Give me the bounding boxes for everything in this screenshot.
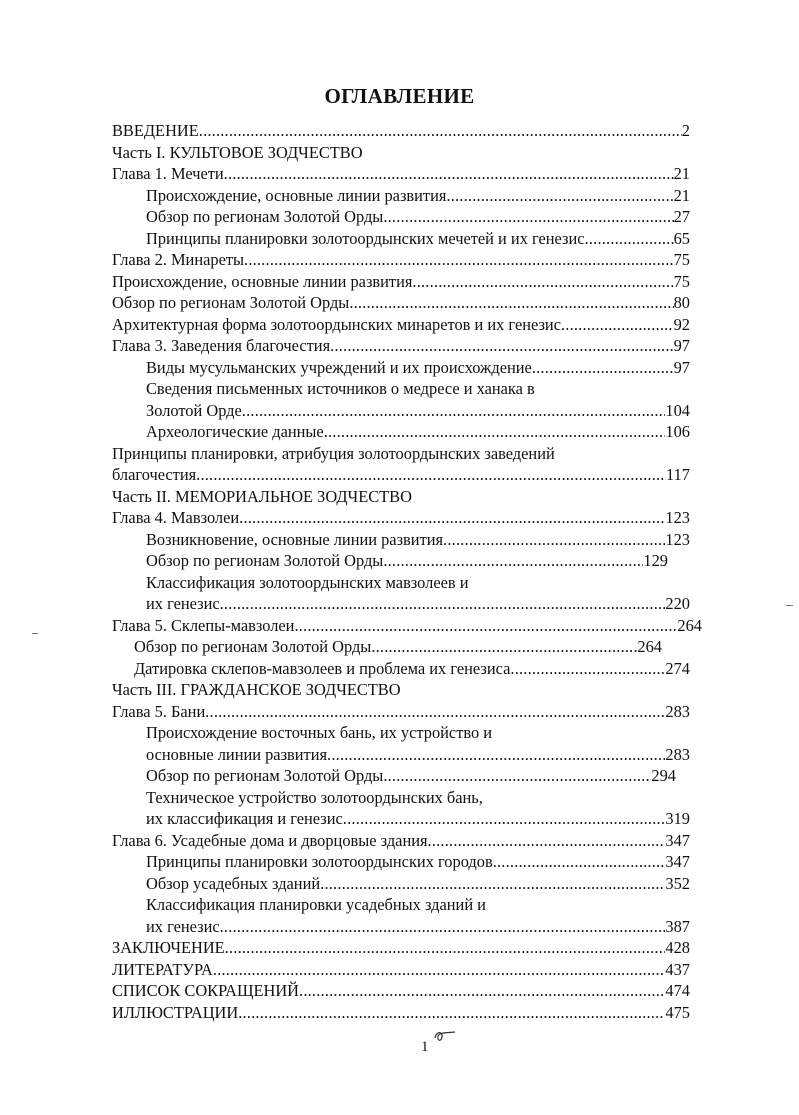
toc-entry-page: 2 xyxy=(681,121,690,140)
toc-entry-page: 437 xyxy=(665,959,690,979)
toc-entry xyxy=(112,529,690,551)
toc-entry-text: Происхождение, основные линии развития xyxy=(112,271,413,291)
toc-leader-dots xyxy=(244,249,674,271)
scan-artifact xyxy=(786,605,793,606)
toc-entry xyxy=(112,937,690,959)
toc-leader-dots xyxy=(213,959,666,981)
toc-leader-dots xyxy=(196,464,666,486)
toc-entry xyxy=(112,615,702,637)
toc-entry-text: Сведения письменных источников о медресе и ханака в xyxy=(146,379,535,398)
toc-leader-dots xyxy=(383,206,673,228)
toc-leader-dots xyxy=(239,507,665,529)
toc-entry xyxy=(112,228,690,250)
page-number: 1 xyxy=(421,1039,429,1055)
toc-entry-text: Принципы планировки золотоордынских городов xyxy=(146,852,493,871)
toc-entry xyxy=(112,873,690,895)
toc-leader-dots xyxy=(383,550,643,572)
toc-entry-page: 65 xyxy=(673,228,690,248)
toc-entry xyxy=(112,335,690,357)
toc-leader-dots xyxy=(294,615,677,637)
toc-entry xyxy=(112,959,690,981)
toc-entry xyxy=(112,464,690,486)
toc-entry-text: ЗАКЛЮЧЕНИЕ xyxy=(112,938,225,957)
toc-part-heading xyxy=(112,142,690,164)
toc-entry-page: 21 xyxy=(673,185,690,205)
toc-entry xyxy=(112,185,690,207)
toc-entry xyxy=(112,271,690,293)
toc-entry-text: ВВЕДЕНИЕ xyxy=(112,121,199,140)
toc-entry-text: Виды мусульманских учреждений и их происхождение xyxy=(146,357,532,377)
toc-entry xyxy=(112,206,690,228)
toc-leader-dots xyxy=(299,980,665,1002)
toc-entry xyxy=(112,357,690,379)
toc-entry-text: Классификация золотоордынских мавзолеев и xyxy=(146,572,469,592)
toc-leader-dots xyxy=(220,916,666,938)
toc-part-heading xyxy=(112,486,690,508)
toc-entry-text: ИЛЛЮСТРАЦИИ xyxy=(112,1002,239,1022)
toc-entry-text: ЛИТЕРАТУРА xyxy=(112,959,213,979)
toc-leader-dots xyxy=(371,636,637,658)
toc-entry xyxy=(112,765,690,787)
toc-entry-text: Техническое устройство золотоордынских бань, xyxy=(146,787,483,807)
toc-entry-page: 92 xyxy=(673,314,690,334)
toc-entry-text: их классификация и генезис xyxy=(146,809,343,828)
toc-entry-page: 347 xyxy=(665,830,690,850)
toc-entry-text: основные линии развития xyxy=(146,744,328,764)
toc-entry-page: 75 xyxy=(673,250,690,269)
toc-entry-page: 387 xyxy=(665,916,690,936)
toc-entry-page: 428 xyxy=(665,938,690,957)
toc-entry xyxy=(112,550,690,572)
toc-entry-page: 283 xyxy=(665,744,690,764)
toc-leader-dots xyxy=(561,314,674,336)
toc-leader-dots xyxy=(205,701,665,723)
toc-entry xyxy=(112,636,690,658)
toc-leader-dots xyxy=(330,335,673,357)
toc-entry-page: 97 xyxy=(673,336,690,355)
toc-entry-text: Обзор по регионам Золотой Орды xyxy=(146,207,384,226)
toc-leader-dots xyxy=(238,1002,665,1024)
toc-entry-text: Глава 1. Мечети xyxy=(112,164,224,183)
toc-entry xyxy=(112,808,690,830)
toc-leader-dots xyxy=(224,163,674,185)
toc-leader-dots xyxy=(349,292,673,314)
toc-entry-page: 117 xyxy=(666,465,690,484)
toc-entry xyxy=(112,701,690,723)
toc-entry-text: их генезис xyxy=(146,916,220,936)
toc-entry-text: Обзор по регионам Золотой Орды xyxy=(112,293,350,312)
toc-entry-page: 347 xyxy=(665,852,690,871)
toc-leader-dots xyxy=(225,937,666,959)
toc-entry xyxy=(112,744,690,766)
toc-entry xyxy=(112,830,690,852)
toc-entry xyxy=(112,400,690,422)
scan-artifact xyxy=(32,633,38,634)
toc-entry-text: Глава 2. Минареты xyxy=(112,250,245,269)
toc-entry-text: благочестия xyxy=(112,465,197,484)
toc-entry-text: Принципы планировки золотоордынских мечетей и их генезис xyxy=(146,228,585,248)
toc-entry-page: 319 xyxy=(665,809,690,828)
toc-entry xyxy=(112,249,690,271)
toc-entry xyxy=(112,507,690,529)
table-of-contents xyxy=(112,120,702,1023)
toc-entry xyxy=(112,894,690,916)
toc-entry-text: Глава 6. Усадебные дома и дворцовые здания xyxy=(112,830,428,850)
toc-entry-text: Обзор по регионам Золотой Орды xyxy=(134,637,372,656)
toc-entry-page: 220 xyxy=(665,594,690,613)
toc-leader-dots xyxy=(446,185,673,207)
toc-entry-text: Часть II. МЕМОРИАЛЬНОЕ ЗОДЧЕСТВО xyxy=(112,486,412,506)
toc-entry xyxy=(112,421,690,443)
toc-entry-text: Классификация планировки усадебных зданий и xyxy=(146,895,486,914)
toc-entry-page: 106 xyxy=(665,422,690,441)
toc-entry-page: 21 xyxy=(673,164,690,183)
toc-entry xyxy=(112,593,690,615)
toc-entry-text: Часть III. ГРАЖДАНСКОЕ ЗОДЧЕСТВО xyxy=(112,680,401,699)
toc-leader-dots xyxy=(443,529,665,551)
toc-entry xyxy=(112,658,690,680)
toc-entry-page: 27 xyxy=(673,207,690,226)
toc-entry-page: 129 xyxy=(643,551,668,570)
toc-part-heading xyxy=(112,679,690,701)
toc-entry-page: 474 xyxy=(665,981,690,1000)
toc-entry-page: 123 xyxy=(665,508,690,527)
page-title: ОГЛАВЛЕНИЕ xyxy=(324,84,475,108)
toc-leader-dots xyxy=(320,873,665,895)
toc-entry xyxy=(112,851,690,873)
toc-entry xyxy=(112,980,690,1002)
toc-entry-page: 352 xyxy=(665,873,690,893)
toc-entry-page: 104 xyxy=(665,400,690,420)
toc-leader-dots xyxy=(383,765,651,787)
toc-entry-text: Обзор усадебных зданий xyxy=(146,873,321,893)
toc-entry-text: Обзор по регионам Золотой Орды xyxy=(146,551,384,570)
toc-entry-page: 294 xyxy=(651,766,676,785)
toc-leader-dots xyxy=(242,400,666,422)
toc-entry-page: 80 xyxy=(673,293,690,312)
toc-entry-text: Происхождение, основные линии развития xyxy=(146,185,447,205)
toc-entry xyxy=(112,572,690,594)
toc-leader-dots xyxy=(327,744,665,766)
toc-entry-text: СПИСОК СОКРАЩЕНИЙ xyxy=(112,981,300,1000)
toc-entry xyxy=(112,120,690,142)
toc-entry-text: их генезис xyxy=(146,594,220,613)
toc-entry-text: Глава 5. Склепы-мавзолеи xyxy=(112,615,295,635)
toc-entry xyxy=(112,722,690,744)
toc-leader-dots xyxy=(428,830,666,852)
toc-entry xyxy=(112,314,690,336)
toc-leader-dots xyxy=(493,851,666,873)
toc-entry xyxy=(112,787,690,809)
toc-entry xyxy=(112,1002,690,1024)
toc-entry-text: Часть I. КУЛЬТОВОЕ ЗОДЧЕСТВО xyxy=(112,142,363,162)
toc-entry-page: 475 xyxy=(665,1002,690,1022)
toc-entry-text: Золотой Орде xyxy=(146,400,242,420)
toc-entry xyxy=(112,292,690,314)
toc-entry xyxy=(112,378,690,400)
toc-entry-page: 75 xyxy=(673,271,690,291)
toc-entry-text: Датировка склепов-мавзолеев и проблема их генезиса xyxy=(134,658,511,678)
toc-entry-page: 97 xyxy=(673,357,690,377)
toc-entry-text: Глава 5. Бани xyxy=(112,701,206,721)
toc-leader-dots xyxy=(220,593,666,615)
toc-leader-dots xyxy=(412,271,673,293)
toc-entry-page: 123 xyxy=(665,529,690,549)
toc-entry-text: Обзор по регионам Золотой Орды xyxy=(146,766,384,785)
toc-entry xyxy=(112,916,690,938)
toc-leader-dots xyxy=(324,421,666,443)
toc-entry-text: Происхождение восточных бань, их устройство и xyxy=(146,723,493,742)
toc-entry-page: 264 xyxy=(637,637,662,656)
toc-leader-dots xyxy=(532,357,674,379)
toc-entry-text: Принципы планировки, атрибуция золотоордынских заведений xyxy=(112,443,555,463)
toc-leader-dots xyxy=(199,120,682,142)
toc-leader-dots xyxy=(343,808,666,830)
toc-entry xyxy=(112,443,690,465)
toc-entry-page: 264 xyxy=(677,615,702,635)
handwritten-mark-icon xyxy=(432,1028,458,1046)
toc-entry xyxy=(112,163,690,185)
toc-entry-text: Глава 4. Мавзолеи xyxy=(112,508,240,527)
toc-entry-text: Археологические данные xyxy=(146,422,324,441)
toc-entry-page: 283 xyxy=(665,701,690,721)
toc-entry-text: Глава 3. Заведения благочестия xyxy=(112,336,331,355)
toc-entry-text: Возникновение, основные линии развития xyxy=(146,529,444,549)
toc-entry-page: 274 xyxy=(665,658,690,678)
toc-leader-dots xyxy=(510,658,665,680)
toc-entry-text: Архитектурная форма золотоордынских минаретов и их генезис xyxy=(112,314,561,334)
toc-leader-dots xyxy=(585,228,674,250)
